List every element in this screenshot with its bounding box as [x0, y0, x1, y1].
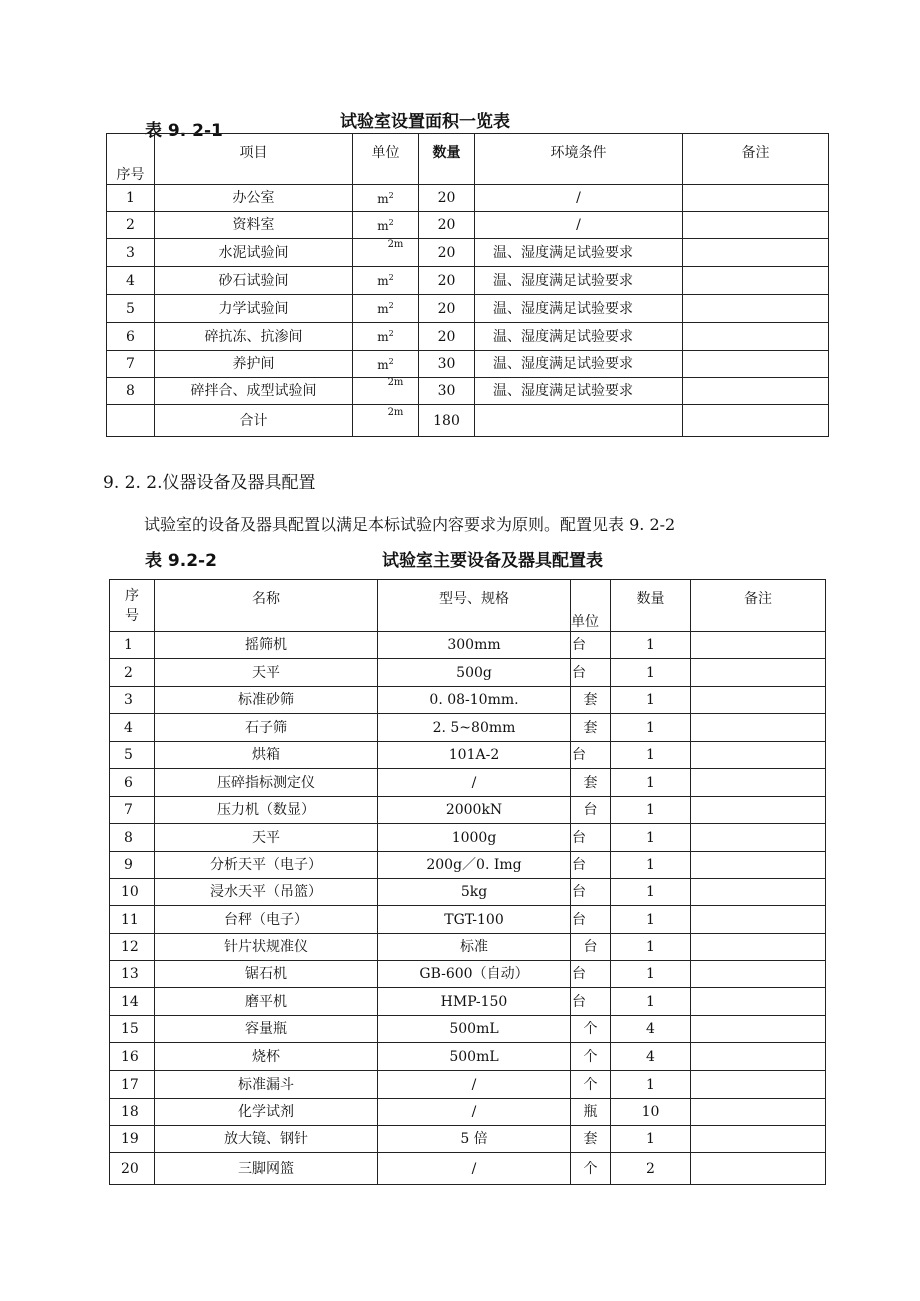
row-note — [691, 687, 826, 714]
row-no: 20 — [110, 1153, 155, 1185]
row-item: 碎抗冻、抗渗间 — [155, 323, 353, 351]
row-no: 3 — [107, 239, 155, 267]
row-env: 温、湿度满足试验要求 — [475, 378, 683, 405]
row-env: 温、湿度满足试验要求 — [475, 239, 683, 267]
total-env — [475, 405, 683, 437]
header-unit: 单位 — [571, 580, 611, 632]
row-note — [691, 742, 826, 769]
row-note — [691, 797, 826, 824]
header-qty: 数量 — [611, 580, 691, 632]
row-name: 烧杯 — [155, 1043, 378, 1071]
total-qty: 180 — [419, 405, 475, 437]
row-qty: 1 — [611, 797, 691, 824]
row-env: 温、湿度满足试验要求 — [475, 351, 683, 378]
area-table — [106, 133, 829, 437]
row-model: 标准 — [378, 934, 571, 961]
row-env: 温、湿度满足试验要求 — [475, 267, 683, 295]
row-note — [683, 267, 829, 295]
row-no: 15 — [110, 1016, 155, 1043]
row-unit: 台 — [571, 988, 611, 1016]
row-model: 200g／0. Img — [378, 852, 571, 879]
row-no: 18 — [110, 1099, 155, 1126]
header-model: 型号、规格 — [378, 580, 571, 632]
table-row — [110, 714, 826, 742]
row-item: 砂石试验间 — [155, 267, 353, 295]
table-row — [110, 824, 826, 852]
table2-label: 表 9.2-2 — [145, 551, 217, 571]
header-env: 环境条件 — [475, 134, 683, 185]
row-unit: 2m — [353, 378, 419, 405]
table2-title: 试验室主要设备及器具配置表 — [382, 551, 603, 571]
section-heading: 9. 2. 2.仪器设备及器具配置 — [103, 473, 316, 493]
row-note — [691, 714, 826, 742]
row-qty: 30 — [419, 378, 475, 405]
row-note — [691, 906, 826, 934]
row-unit: $m^2$ — [353, 267, 419, 295]
row-model: TGT-100 — [378, 906, 571, 934]
row-item: 碎拌合、成型试验间 — [155, 378, 353, 405]
total-note — [683, 405, 829, 437]
row-name: 化学试剂 — [155, 1099, 378, 1126]
row-unit: 台 — [571, 742, 611, 769]
row-note — [691, 961, 826, 988]
row-model: GB-600（自动） — [378, 961, 571, 988]
row-qty: 1 — [611, 714, 691, 742]
row-unit: $m^2$ — [353, 212, 419, 239]
row-note — [691, 824, 826, 852]
row-note — [691, 659, 826, 687]
row-model: / — [378, 1153, 571, 1185]
row-qty: 1 — [611, 961, 691, 988]
table-row — [110, 659, 826, 687]
row-qty: 1 — [611, 906, 691, 934]
row-unit: 个 — [571, 1153, 611, 1185]
row-name: 标准砂筛 — [155, 687, 378, 714]
row-item: 水泥试验间 — [155, 239, 353, 267]
row-note — [683, 378, 829, 405]
row-unit: 台 — [571, 797, 611, 824]
table-row — [110, 1099, 826, 1126]
row-note — [691, 1071, 826, 1099]
row-note — [691, 1043, 826, 1071]
row-qty: 1 — [611, 1071, 691, 1099]
row-env: 温、湿度满足试验要求 — [475, 323, 683, 351]
row-model: HMP-150 — [378, 988, 571, 1016]
row-name: 放大镜、钢针 — [155, 1126, 378, 1153]
row-name: 磨平机 — [155, 988, 378, 1016]
row-model: 500mL — [378, 1016, 571, 1043]
row-model: / — [378, 769, 571, 797]
row-qty: 20 — [419, 295, 475, 323]
row-no: 7 — [110, 797, 155, 824]
row-qty: 20 — [419, 239, 475, 267]
row-note — [683, 323, 829, 351]
row-unit: 台 — [571, 961, 611, 988]
row-unit: 台 — [571, 879, 611, 906]
row-note — [691, 934, 826, 961]
row-qty: 1 — [611, 687, 691, 714]
row-no: 4 — [110, 714, 155, 742]
table-row — [110, 1071, 826, 1099]
row-model: 101A-2 — [378, 742, 571, 769]
row-name: 三脚网篮 — [155, 1153, 378, 1185]
table-row — [110, 769, 826, 797]
row-unit: $m^2$ — [353, 323, 419, 351]
row-unit: $m^2$ — [353, 185, 419, 212]
row-unit: 套 — [571, 687, 611, 714]
row-no: 2 — [107, 212, 155, 239]
table1-label: 表 9. 2-1 — [145, 121, 223, 141]
table-row — [110, 961, 826, 988]
row-no: 12 — [110, 934, 155, 961]
header-name: 名称 — [155, 580, 378, 632]
table-row — [107, 185, 829, 212]
row-no: 8 — [107, 378, 155, 405]
row-model: 2000kN — [378, 797, 571, 824]
row-unit: 套 — [571, 714, 611, 742]
row-no: 5 — [107, 295, 155, 323]
row-unit: 个 — [571, 1016, 611, 1043]
table-row — [110, 879, 826, 906]
row-model: 1000g — [378, 824, 571, 852]
row-qty: 4 — [611, 1043, 691, 1071]
row-unit: 台 — [571, 632, 611, 659]
header-note: 备注 — [683, 134, 829, 185]
row-no: 14 — [110, 988, 155, 1016]
row-no: 17 — [110, 1071, 155, 1099]
total-label: 合计 — [155, 405, 353, 437]
total-unit: 2m — [353, 405, 419, 437]
table-row — [110, 742, 826, 769]
row-unit: 套 — [571, 1126, 611, 1153]
row-unit: 个 — [571, 1071, 611, 1099]
row-note — [691, 879, 826, 906]
table-row — [110, 632, 826, 659]
table-row — [110, 988, 826, 1016]
row-model: 5kg — [378, 879, 571, 906]
row-model: 5 倍 — [378, 1126, 571, 1153]
row-model: 500g — [378, 659, 571, 687]
row-no: 9 — [110, 852, 155, 879]
row-note — [691, 769, 826, 797]
row-note — [683, 239, 829, 267]
row-unit: 台 — [571, 934, 611, 961]
table-row — [107, 295, 829, 323]
row-qty: 20 — [419, 185, 475, 212]
row-no: 13 — [110, 961, 155, 988]
row-model: 2. 5~80mm — [378, 714, 571, 742]
total-row — [107, 405, 829, 437]
table-row — [110, 797, 826, 824]
row-qty: 1 — [611, 632, 691, 659]
row-qty: 1 — [611, 988, 691, 1016]
row-item: 资料室 — [155, 212, 353, 239]
row-name: 针片状规准仪 — [155, 934, 378, 961]
row-name: 压碎指标测定仪 — [155, 769, 378, 797]
row-unit: 台 — [571, 906, 611, 934]
header-no: 序号 — [107, 134, 155, 185]
table-row — [107, 239, 829, 267]
header-unit: 单位 — [353, 134, 419, 185]
row-name: 分析天平（电子） — [155, 852, 378, 879]
header-qty: 数量 — [419, 134, 475, 185]
row-name: 天平 — [155, 659, 378, 687]
row-name: 压力机（数显） — [155, 797, 378, 824]
row-qty: 1 — [611, 769, 691, 797]
header-item: 项目 — [155, 134, 353, 185]
row-qty: 1 — [611, 742, 691, 769]
row-name: 台秤（电子） — [155, 906, 378, 934]
row-no: 6 — [110, 769, 155, 797]
row-no: 10 — [110, 879, 155, 906]
row-qty: 4 — [611, 1016, 691, 1043]
row-qty: 20 — [419, 323, 475, 351]
table-row — [110, 1016, 826, 1043]
row-model: / — [378, 1099, 571, 1126]
row-no: 8 — [110, 824, 155, 852]
row-no: 7 — [107, 351, 155, 378]
row-qty: 1 — [611, 1126, 691, 1153]
row-no: 3 — [110, 687, 155, 714]
row-note — [691, 1153, 826, 1185]
table-row — [107, 267, 829, 295]
row-env: / — [475, 185, 683, 212]
row-qty: 30 — [419, 351, 475, 378]
row-unit: 个 — [571, 1043, 611, 1071]
row-no: 2 — [110, 659, 155, 687]
row-qty: 1 — [611, 852, 691, 879]
row-qty: 2 — [611, 1153, 691, 1185]
row-no: 1 — [110, 632, 155, 659]
table-row — [107, 323, 829, 351]
row-item: 养护间 — [155, 351, 353, 378]
row-unit: 2m — [353, 239, 419, 267]
row-name: 石子筛 — [155, 714, 378, 742]
row-unit: 台 — [571, 659, 611, 687]
row-name: 摇筛机 — [155, 632, 378, 659]
row-qty: 1 — [611, 879, 691, 906]
row-env: / — [475, 212, 683, 239]
row-name: 容量瓶 — [155, 1016, 378, 1043]
table-row — [110, 1043, 826, 1071]
row-note — [691, 1016, 826, 1043]
row-unit: 瓶 — [571, 1099, 611, 1126]
table-row — [110, 934, 826, 961]
row-no: 11 — [110, 906, 155, 934]
row-note — [683, 351, 829, 378]
row-no: 4 — [107, 267, 155, 295]
row-note — [691, 988, 826, 1016]
row-env: 温、湿度满足试验要求 — [475, 295, 683, 323]
row-model: 500mL — [378, 1043, 571, 1071]
row-note — [691, 1126, 826, 1153]
row-no: 5 — [110, 742, 155, 769]
row-unit: $m^2$ — [353, 351, 419, 378]
row-note — [691, 852, 826, 879]
row-name: 天平 — [155, 824, 378, 852]
header-no: 序 号 — [110, 580, 155, 632]
header-note: 备注 — [691, 580, 826, 632]
row-note — [683, 295, 829, 323]
table-row — [107, 212, 829, 239]
row-model: 0. 08-10mm. — [378, 687, 571, 714]
row-unit: $m^2$ — [353, 295, 419, 323]
table-row — [110, 906, 826, 934]
row-name: 浸水天平（吊篮） — [155, 879, 378, 906]
table1-title: 试验室设置面积一览表 — [340, 112, 510, 132]
row-qty: 20 — [419, 212, 475, 239]
row-qty: 20 — [419, 267, 475, 295]
row-qty: 10 — [611, 1099, 691, 1126]
row-no: 19 — [110, 1126, 155, 1153]
row-no: 16 — [110, 1043, 155, 1071]
row-name: 标准漏斗 — [155, 1071, 378, 1099]
table-row — [110, 1126, 826, 1153]
row-unit: 套 — [571, 769, 611, 797]
row-note — [691, 1099, 826, 1126]
table-row — [107, 351, 829, 378]
row-model: 300mm — [378, 632, 571, 659]
row-item: 力学试验间 — [155, 295, 353, 323]
row-no: 1 — [107, 185, 155, 212]
row-note — [691, 632, 826, 659]
row-item: 办公室 — [155, 185, 353, 212]
row-qty: 1 — [611, 934, 691, 961]
row-name: 锯石机 — [155, 961, 378, 988]
row-note — [683, 185, 829, 212]
table-row — [110, 852, 826, 879]
total-no — [107, 405, 155, 437]
row-qty: 1 — [611, 824, 691, 852]
table-row — [107, 378, 829, 405]
table-row — [110, 687, 826, 714]
row-note — [683, 212, 829, 239]
row-model: / — [378, 1071, 571, 1099]
row-no: 6 — [107, 323, 155, 351]
row-unit: 台 — [571, 852, 611, 879]
equipment-table — [109, 579, 826, 1185]
row-unit: 台 — [571, 824, 611, 852]
row-qty: 1 — [611, 659, 691, 687]
table-row — [110, 1153, 826, 1185]
row-name: 烘箱 — [155, 742, 378, 769]
section-paragraph: 试验室的设备及器具配置以满足本标试验内容要求为原则。配置见表 9. 2-2 — [144, 515, 676, 534]
